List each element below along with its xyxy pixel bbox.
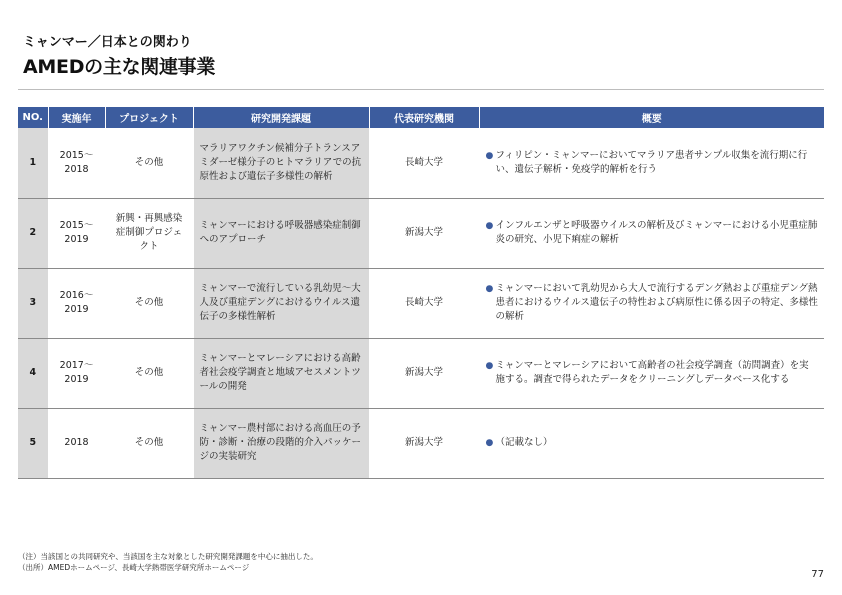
row-overview xyxy=(479,268,824,338)
column-header-no: NO. xyxy=(18,107,48,128)
row-number: 2 xyxy=(18,198,48,268)
row-year: 2015～2018 xyxy=(48,128,105,198)
section-subtitle: ミャンマー／日本との関わり xyxy=(23,35,192,50)
row-project: 新興・再興感染症制御プロジェクト xyxy=(105,198,193,268)
footnote-source: （出所）AMEDホームページ、長崎大学熱帯医学研究所ホームページ xyxy=(18,563,250,572)
row-year: 2018 xyxy=(48,408,105,478)
row-institution: 長崎大学 xyxy=(369,268,479,338)
column-header-year: 実施年 xyxy=(48,107,105,128)
row-institution: 長崎大学 xyxy=(369,128,479,198)
row-project: その他 xyxy=(105,268,193,338)
table-header-row xyxy=(18,107,824,128)
table-row xyxy=(18,268,824,338)
bullet-icon: ● xyxy=(485,150,494,161)
table-row xyxy=(18,128,824,198)
column-header-topic: 研究開発課題 xyxy=(193,107,369,128)
row-overview xyxy=(479,408,824,478)
column-header-project: プロジェクト xyxy=(105,107,193,128)
row-overview xyxy=(479,128,824,198)
row-number: 3 xyxy=(18,268,48,338)
row-institution: 新潟大学 xyxy=(369,338,479,408)
row-topic: ミャンマー農村部における高血圧の予防・診断・治療の段階的介入パッケージの実装研究 xyxy=(193,408,369,478)
row-number: 5 xyxy=(18,408,48,478)
row-project: その他 xyxy=(105,128,193,198)
row-overview xyxy=(479,198,824,268)
overview-text: （記載なし） xyxy=(495,437,553,448)
overview-text: フィリピン・ミャンマーにおいてマラリア患者サンプル収集を流行期に行い、遺伝子解析・免疫学的解析を行う xyxy=(495,149,808,175)
row-project: その他 xyxy=(105,408,193,478)
row-institution: 新潟大学 xyxy=(369,408,479,478)
row-year: 2017～2019 xyxy=(48,338,105,408)
column-header-overview: 概要 xyxy=(479,107,824,128)
amed-projects-table xyxy=(18,107,824,479)
footnote-note: （注）当該国との共同研究や、当該国を主な対象とした研究開発課題を中心に抽出した。 xyxy=(18,552,318,561)
overview-text: インフルエンザと呼吸器ウイルスの解析及びミャンマーにおける小児重症肺炎の研究、小児下痢症の解析 xyxy=(495,220,818,245)
row-year: 2016～2019 xyxy=(48,268,105,338)
row-topic: ミャンマーにおける呼吸器感染症制御へのアプローチ xyxy=(193,198,369,268)
row-number: 1 xyxy=(18,128,48,198)
bullet-icon: ● xyxy=(485,361,494,371)
row-topic: ミャンマーとマレーシアにおける高齢者社会疫学調査と地域アセスメントツールの開発 xyxy=(193,338,369,408)
column-header-institution: 代表研究機関 xyxy=(369,107,479,128)
page-title: AMEDの主な関連事業 xyxy=(23,56,216,78)
row-number: 4 xyxy=(18,338,48,408)
overview-text: ミャンマーにおいて乳幼児から大人で流行するデング熱および重症デング熱患者におけるウイルス遺伝子の特性および病原性に係る因子の特定、多様性の解析 xyxy=(495,283,818,322)
row-topic: ミャンマーで流行している乳幼児～大人及び重症デングにおけるウイルス遺伝子の多様性解析 xyxy=(193,268,369,338)
bullet-icon: ● xyxy=(485,284,494,294)
bullet-icon: ● xyxy=(485,221,494,231)
overview-text: ミャンマーとマレーシアにおいて高齢者の社会疫学調査（訪問調査）を実施する。調査で得られたデータをクリーニングしデータベース化する xyxy=(495,360,809,385)
row-institution: 新潟大学 xyxy=(369,198,479,268)
page-number: 77 xyxy=(811,569,824,580)
table-row xyxy=(18,198,824,268)
table-row xyxy=(18,408,824,478)
table-row xyxy=(18,338,824,408)
title-divider xyxy=(18,89,824,90)
row-year: 2015～2019 xyxy=(48,198,105,268)
row-topic: マラリアワクチン候補分子トランスアミダーゼ様分子のヒトマラリアでの抗原性および遺伝子多様性の解析 xyxy=(193,128,369,198)
row-project: その他 xyxy=(105,338,193,408)
row-overview xyxy=(479,338,824,408)
bullet-icon: ● xyxy=(485,438,494,448)
